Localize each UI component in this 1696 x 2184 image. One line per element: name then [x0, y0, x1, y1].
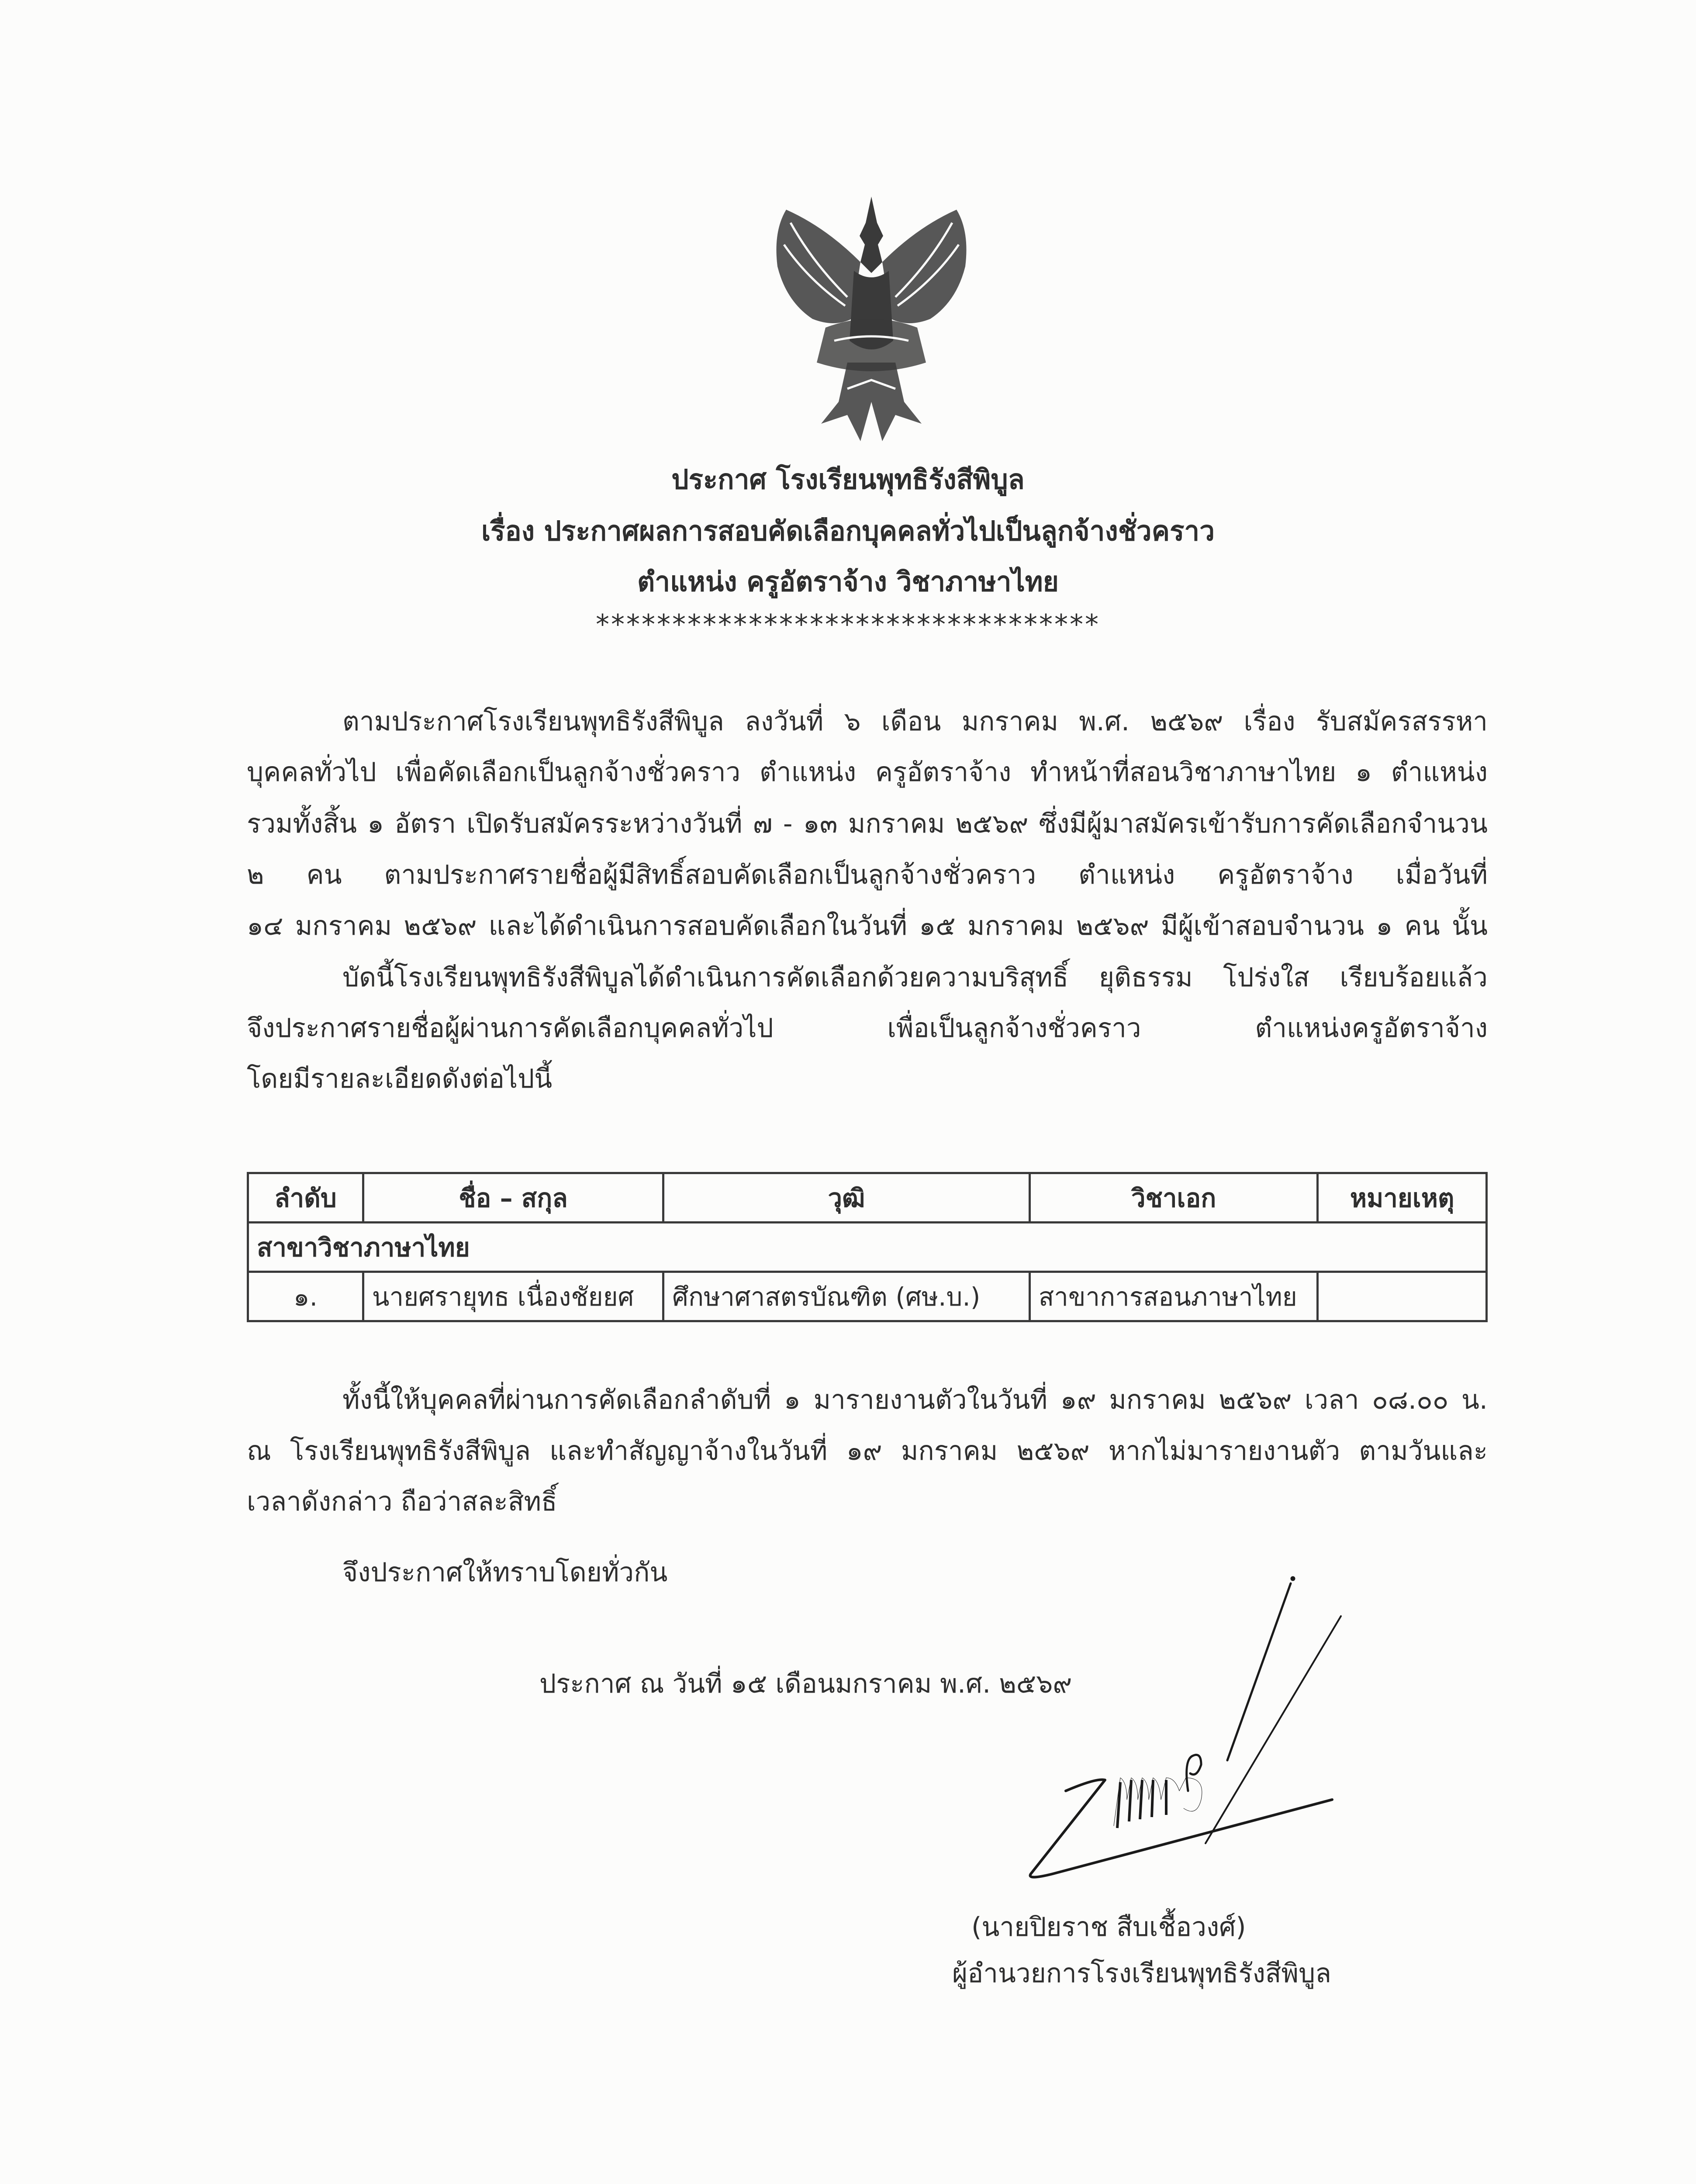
cell-name: นายศรายุทธ เนื่องชัยยศ — [363, 1272, 663, 1321]
paragraph-line: ตามประกาศโรงเรียนพุทธิรังสีพิบูล ลงวันที่ ๖ เดือน มกราคม พ.ศ. ๒๕๖๙ เรื่อง รับสมัครสรรหา — [342, 706, 1488, 737]
table-row — [248, 1272, 1487, 1321]
signer-position: ผู้อำนวยการโรงเรียนพุทธิรังสีพิบูล — [952, 1958, 1331, 1989]
paragraph-line: ณ โรงเรียนพุทธิรังสีพิบูล และทำสัญญาจ้างในวันที่ ๑๙ มกราคม ๒๕๖๙ หากไม่มารายงานตัว ตามวันและ — [247, 1436, 1488, 1466]
results-table — [247, 1172, 1488, 1322]
paragraph-line: ทั้งนี้ให้บุคคลที่ผ่านการคัดเลือกลำดับที่ ๑ มารายงานตัวในวันที่ ๑๙ มกราคม ๒๕๖๙ เวลา ๐๘.๐๐ น. — [342, 1385, 1488, 1415]
paragraph-line: ๑๔ มกราคม ๒๕๖๙ และได้ดำเนินการสอบคัดเลือกในวันที่ ๑๕ มกราคม ๒๕๖๙ มีผู้เข้าสอบจำนวน ๑ คน นั้น — [247, 911, 1488, 941]
paragraph-line: เวลาดังกล่าว ถือว่าสละสิทธิ์ — [247, 1486, 557, 1517]
cell-note — [1318, 1272, 1487, 1321]
header-major: วิชาเอก — [1029, 1173, 1318, 1223]
section-label: สาขาวิชาภาษาไทย — [248, 1223, 1487, 1272]
cell-major: สาขาการสอนภาษาไทย — [1029, 1272, 1318, 1321]
paragraph-line: บุคคลทั่วไป เพื่อคัดเลือกเป็นลูกจ้างชั่วคราว ตำแหน่ง ครูอัตราจ้าง ทำหน้าที่สอนวิชาภาษาไทย ๑ ตำแหน่ง — [247, 757, 1488, 788]
table-section-row — [248, 1223, 1487, 1272]
header-position: ตำแหน่ง ครูอัตราจ้าง วิชาภาษาไทย — [637, 566, 1059, 598]
table-header-row — [248, 1173, 1487, 1223]
header-subject: เรื่อง ประกาศผลการสอบคัดเลือกบุคคลทั่วไปเป็นลูกจ้างชั่วคราว — [481, 515, 1215, 547]
signature-icon — [922, 1572, 1358, 1904]
header-note: หมายเหตุ — [1318, 1173, 1487, 1223]
garuda-emblem-icon — [760, 197, 983, 450]
paragraph-line: ๒ คน ตามประกาศรายชื่อผู้มีสิทธิ์สอบคัดเลือกเป็นลูกจ้างชั่วคราว ตำแหน่ง ครูอัตราจ้าง เมื่อวันที่ — [247, 860, 1488, 890]
header-order: ลำดับ — [248, 1173, 363, 1223]
header-degree: วุฒิ — [663, 1173, 1030, 1223]
closing-statement: จึงประกาศให้ทราบโดยทั่วกัน — [342, 1557, 668, 1588]
header-divider-stars: ********************************* — [596, 608, 1100, 640]
paragraph-line: จึงประกาศรายชื่อผู้ผ่านการคัดเลือกบุคคลทั่วไป เพื่อเป็นลูกจ้างชั่วคราว ตำแหน่งครูอัตราจ้าง — [247, 1013, 1488, 1044]
paragraph-line: โดยมีรายละเอียดดังต่อไปนี้ — [247, 1064, 553, 1094]
cell-order: ๑. — [248, 1272, 363, 1321]
header-name: ชื่อ – สกุล — [363, 1173, 663, 1223]
paragraph-line: รวมทั้งสิ้น ๑ อัตรา เปิดรับสมัครระหว่างวันที่ ๗ - ๑๓ มกราคม ๒๕๖๙ ซึ่งมีผู้มาสมัครเข้ารับการคัดเลือกจำนวน — [247, 809, 1488, 839]
announcement-date: ประกาศ ณ วันที่ ๑๕ เดือนมกราคม พ.ศ. ๒๕๖๙ — [539, 1669, 1072, 1699]
signer-name: (นายปิยราช สืบเชื้อวงศ์) — [971, 1912, 1246, 1942]
header-title: ประกาศ โรงเรียนพุทธิรังสีพิบูล — [671, 463, 1025, 495]
cell-degree: ศึกษาศาสตรบัณฑิต (ศษ.บ.) — [663, 1272, 1030, 1321]
paragraph-line: บัดนี้โรงเรียนพุทธิรังสีพิบูลได้ดำเนินการคัดเลือกด้วยความบริสุทธิ์ ยุติธรรม โปร่งใส เรียบร้อยแล้ว — [342, 962, 1488, 993]
